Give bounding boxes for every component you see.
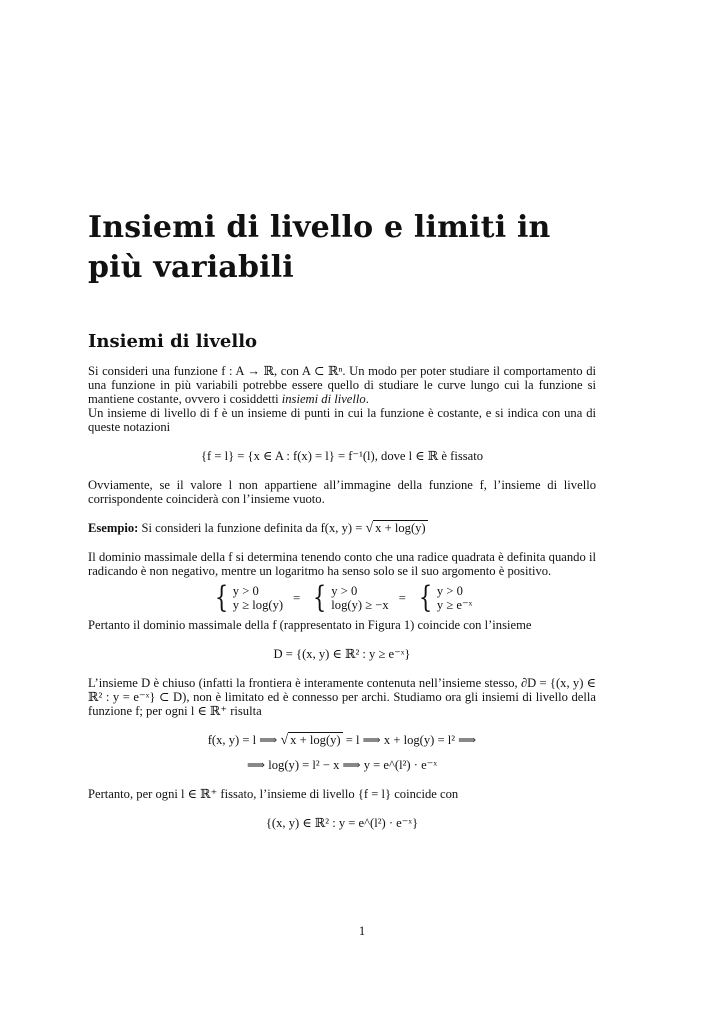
- paragraph-empty-set: Ovviamente, se il valore l non appartiene all’immagine della funzione f, l’insieme di livello corrispondente coinciderà con l’insieme vuoto.: [88, 478, 596, 506]
- equation-level-derivation-1: [88, 732, 596, 749]
- system-2-row-2: log(y) ≥ −x: [331, 598, 389, 612]
- system-equals-2: =: [398, 590, 406, 605]
- system-2: [310, 580, 389, 615]
- page-content: [88, 208, 596, 845]
- eq3-radicand: x + log(y): [290, 733, 341, 747]
- system-3-row-2: y ≥ e⁻ˣ: [436, 598, 473, 612]
- eq3-pre: f(x, y) = l ⟹: [207, 733, 281, 747]
- page-number: 1: [358, 924, 366, 938]
- sqrt-symbol: √: [280, 733, 289, 748]
- paragraph-intro-end: .: [365, 392, 369, 406]
- paragraph-intro-emphasis: insiemi di livello: [281, 392, 366, 406]
- paragraph-domain: Il dominio massimale della f si determina tenendo conto che una radice quadrata è definita quando il radicando è non negativo, mentre un logaritmo ha senso solo se il suo argomento è positivo.: [88, 550, 596, 578]
- paragraph-intro-text: Si consideri una funzione f : A → ℝ, con A ⊂ ℝⁿ. Un modo per poter studiare il comportamento di una funzione in più variabili potrebbe essere quello di studiare le curve lungo cui la funzione si mantiene costante, ovvero i cosiddetti: [88, 364, 596, 406]
- left-brace-icon: {: [313, 580, 327, 615]
- paragraph-closed-set: L’insieme D è chiuso (infatti la frontiera è interamente contenuta nell’insieme stesso, ∂D = {(x, y) ∈ ℝ² : y = e⁻ˣ} ⊂ D), non è limitato ed è connesso per archi. Studiamo ora gli insiemi di livello della funzione f; per ogni l ∈ ℝ⁺ risulta: [88, 676, 596, 718]
- system-2-row-1: y > 0: [331, 584, 358, 598]
- example-paragraph: [88, 520, 596, 536]
- paragraph-level-set-result: Pertanto, per ogni l ∈ ℝ⁺ fissato, l’insieme di livello {f = l} coincide con: [88, 787, 459, 801]
- system-equals-1: =: [293, 590, 301, 605]
- sqrt-symbol: √: [365, 521, 374, 536]
- example-radicand: x + log(y): [375, 521, 426, 535]
- left-brace-icon: {: [214, 580, 228, 615]
- system-1-row-1: y > 0: [232, 584, 259, 598]
- system-1-row-2: y ≥ log(y): [232, 598, 284, 612]
- left-brace-icon: {: [418, 580, 433, 615]
- document-title: Insiemi di livello e limiti in più variabili: [88, 210, 551, 285]
- eq3-post: = l ⟹ x + log(y) = l² ⟹: [342, 733, 477, 747]
- equation-domain: D = {(x, y) ∈ ℝ² : y ≥ e⁻ˣ}: [273, 647, 411, 661]
- domain-system: [88, 580, 596, 615]
- system-3: [416, 580, 473, 615]
- paragraph-domain-result: Pertanto il dominio massimale della f (rappresentato in Figura 1) coincide con l’insieme: [88, 618, 532, 632]
- paragraph-definition: Un insieme di livello di f è un insieme di punti in cui la funzione è costante, e si indica con una di queste notazioni: [88, 406, 596, 434]
- paragraph-intro: [88, 364, 596, 406]
- system-1: [212, 580, 284, 615]
- equation-level-set: {f = l} = {x ∈ A : f(x) = l} = f⁻¹(l), dove l ∈ ℝ è fissato: [200, 449, 484, 463]
- system-3-row-1: y > 0: [436, 584, 463, 598]
- example-text: Si consideri la funzione definita da f(x, y) =: [141, 521, 366, 535]
- equation-level-derivation-2: ⟹ log(y) = l² − x ⟹ y = e^(l²) · e⁻ˣ: [247, 758, 437, 772]
- equation-level-set-result: {(x, y) ∈ ℝ² : y = e^(l²) · e⁻ˣ}: [265, 816, 419, 830]
- section-heading: Insiemi di livello: [88, 331, 258, 352]
- example-label: Esempio:: [88, 521, 139, 535]
